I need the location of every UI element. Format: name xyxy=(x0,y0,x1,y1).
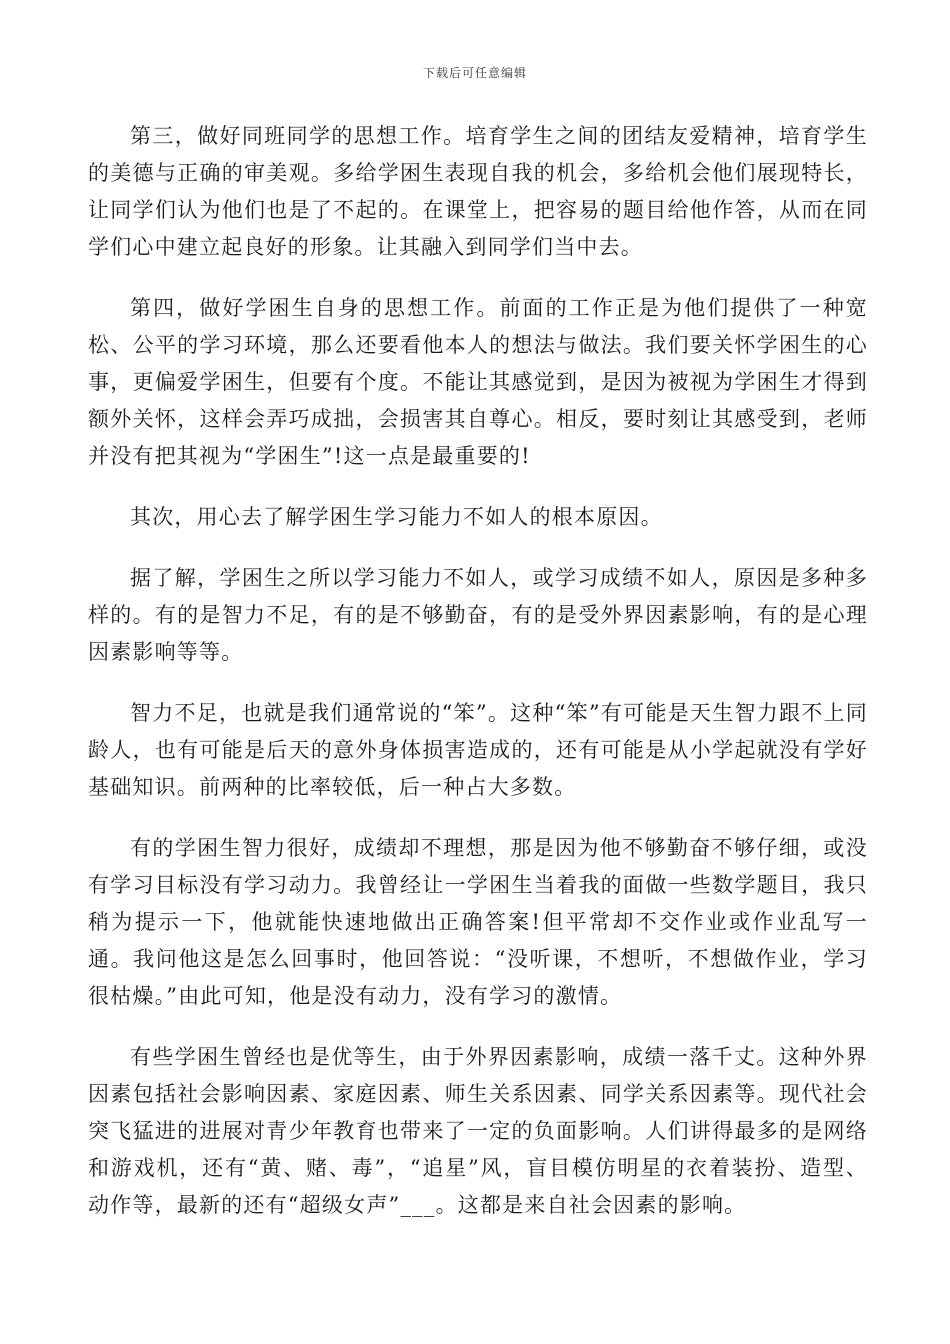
paragraph: 第四，做好学困生自身的思想工作。前面的工作正是为他们提供了一种宽松、公平的学习环境，那么还要看他本人的想法与做法。我们要关怀学困生的心事，更偏爱学困生，但要有个度。不能让其感觉到，是因为被视为学困生才得到额外关怀，这样会弄巧成拙，会损害其自尊心。相反，要时刻让其感受到，老师并没有把其视为“学困生”!这一点是最重要的! xyxy=(88,296,868,468)
paragraph: 智力不足，也就是我们通常说的“笨”。这种“笨”有可能是天生智力跟不上同龄人，也有可能是后天的意外身体损害造成的，还有可能是从小学起就没有学好基础知识。前两种的比率较低，后一种占大多数。 xyxy=(88,701,868,799)
paragraph: 有些学困生曾经也是优等生，由于外界因素影响，成绩一落千丈。这种外界因素包括社会影响因素、家庭因素、师生关系因素、同学关系因素等。现代社会突飞猛进的进展对青少年教育也带来了一定的负面影响。人们讲得最多的是网络和游戏机，还有“黄、赌、毒”，“追星”风，盲目模仿明星的衣着装扮、造型、动作等，最新的还有“超级女声”___。这都是来自社会因素的影响。 xyxy=(88,1045,868,1217)
page-header: 下载后可任意编辑 xyxy=(422,66,527,80)
paragraph: 有的学困生智力很好，成绩却不理想，那是因为他不够勤奋不够仔细，或没有学习目标没有学习动力。我曾经让一学困生当着我的面做一些数学题目，我只稍为提示一下，他就能快速地做出正确答案!但平常却不交作业或作业乱写一通。我问他这是怎么回事时，他回答说：“没听课，不想听，不想做作业，学习很枯燥。”由此可知，他是没有动力，没有学习的激情。 xyxy=(88,836,868,1008)
paragraph: 其次，用心去了解学困生学习能力不如人的根本原因。 xyxy=(130,505,663,529)
document-body xyxy=(88,118,868,1248)
paragraph: 据了解，学困生之所以学习能力不如人，或学习成绩不如人，原因是多种多样的。有的是智力不足，有的是不够勤奋，有的是受外界因素影响，有的是心理因素影响等等。 xyxy=(88,566,868,664)
paragraph: 第三，做好同班同学的思想工作。培育学生之间的团结友爱精神，培育学生的美德与正确的审美观。多给学困生表现自我的机会，多给机会他们展现特长，让同学们认为他们也是了不起的。在课堂上，把容易的题目给他作答，从而在同学们心中建立起良好的形象。让其融入到同学们当中去。 xyxy=(88,124,868,259)
